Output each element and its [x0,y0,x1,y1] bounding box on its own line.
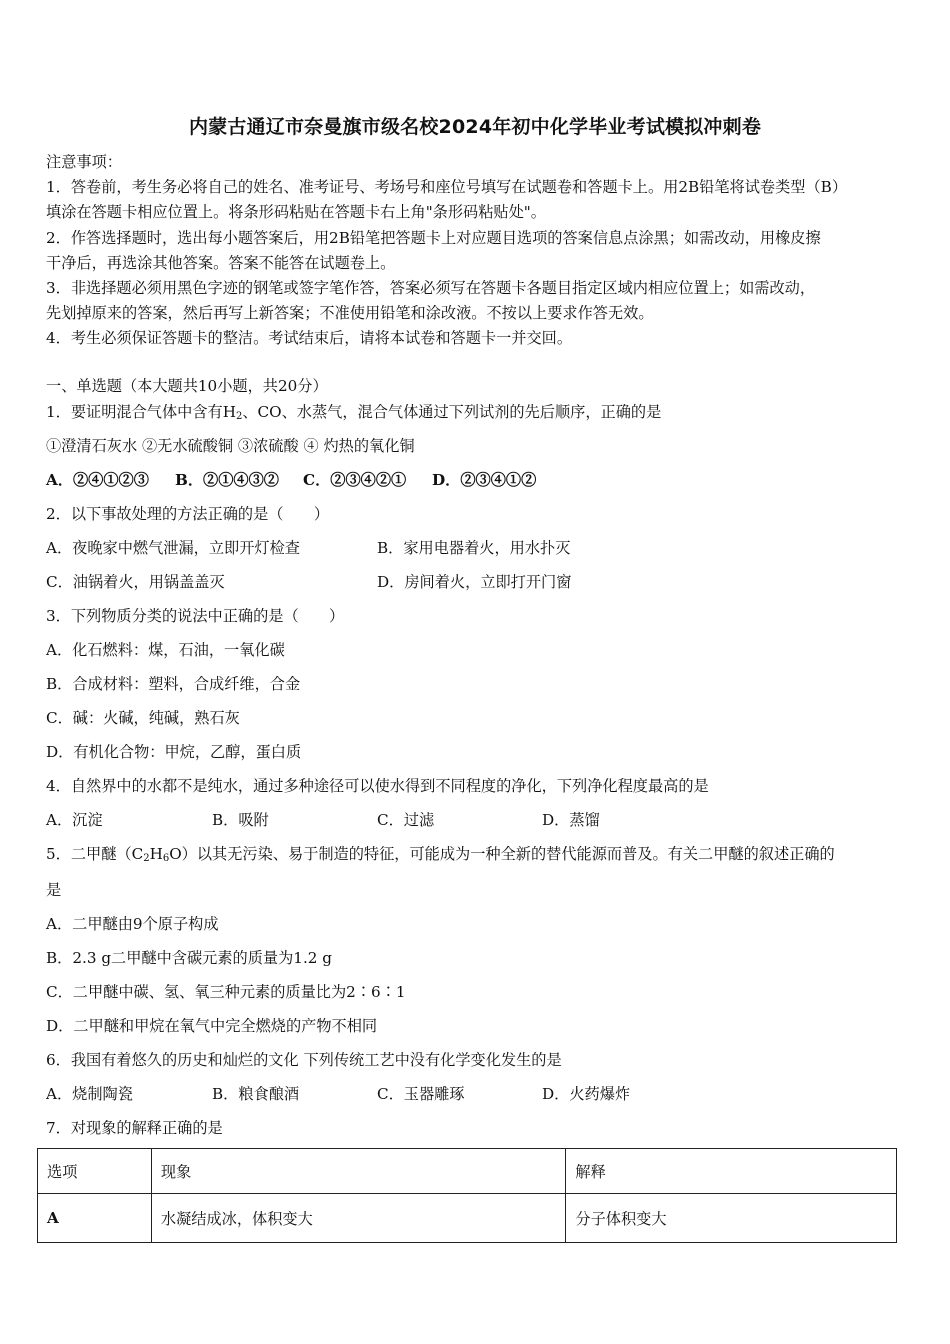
table-header-cell: 现象 [151,1149,566,1194]
question-1-reagents: ①澄清石灰水 ②无水硫酸铜 ③浓硫酸 ④ 灼热的氧化铜 [46,437,415,455]
table-cell: A [38,1194,152,1243]
question-5-option-d[interactable]: D．二甲醚和甲烷在氧气中完全燃烧的产物不相同 [46,1017,378,1035]
question-6-option-d[interactable]: D．火药爆炸 [542,1085,631,1103]
question-3-option-b[interactable]: B．合成材料：塑料，合成纤维，合金 [46,675,301,693]
question-1-option-d[interactable]: D．②③④①② [432,471,537,489]
table-header-cell: 解释 [566,1149,897,1194]
notice-line: 2．作答选择题时，选出每小题答案后，用2B铅笔把答题卡上对应题目选项的答案信息点涂黑；如需改动，用橡皮擦 [46,229,821,247]
question-2-option-d[interactable]: D．房间着火，立即打开门窗 [377,573,572,591]
question-1-option-b[interactable]: B．②①④③② [175,471,279,489]
question-3-stem: 3．下列物质分类的说法中正确的是（ ） [46,607,345,625]
question-1-option-c[interactable]: C．②③④②① [303,471,407,489]
question-4-option-b[interactable]: B．吸附 [212,811,269,829]
notice-line: 填涂在答题卡相应位置上。将条形码粘贴在答题卡右上角"条形码粘贴处"。 [46,203,546,221]
question-1-option-a[interactable]: A．②④①②③ [46,471,149,489]
question-5-stem-cont: 是 [46,881,62,899]
question-5-stem: 5．二甲醚$(C_2H_6O)$以其无污染、易于制造的特征，可能成为一种全新的替代能源而普及。有关二甲醚的叙述正确的 [46,845,835,864]
question-1-stem: 1．要证明混合气体中含有$H_2$、CO、水蒸气，混合气体通过下列试剂的先后顺序，正确的是 [46,403,662,422]
notice-line: 1．答卷前，考生务必将自己的姓名、准考证号、考场号和座位号填写在试题卷和答题卡上。用2B铅笔将试卷类型（B） [46,178,848,196]
notice-line: 先划掉原来的答案，然后再写上新答案；不准使用铅笔和涂改液。不按以上要求作答无效。 [46,304,654,322]
section-heading: 一、单选题（本大题共10小题，共20分） [46,377,328,395]
question-6-stem: 6．我国有着悠久的历史和灿烂的文化 下列传统工艺中没有化学变化发生的是 [46,1051,562,1069]
table-cell: 分子体积变大 [566,1194,897,1243]
question-5-option-c[interactable]: C．二甲醚中碳、氢、氧三种元素的质量比为2∶6∶1 [46,983,406,1001]
question-3-option-d[interactable]: D．有机化合物：甲烷，乙醇，蛋白质 [46,743,302,761]
question-4-stem: 4．自然界中的水都不是纯水，通过多种途径可以使水得到不同程度的净化，下列净化程度最高的是 [46,777,709,795]
question-2-option-b[interactable]: B．家用电器着火，用水扑灭 [377,539,571,557]
table-row [38,1194,897,1243]
question-7-stem: 7．对现象的解释正确的是 [46,1119,223,1137]
question-5-option-a[interactable]: A．二甲醚由9个原子构成 [46,915,219,933]
exam-title: 内蒙古通辽市奈曼旗市级名校2024年初中化学毕业考试模拟冲刺卷 [188,116,762,138]
table-cell: 水凝结成冰，体积变大 [151,1194,566,1243]
table-header-cell: 选项 [38,1149,152,1194]
question-6-option-b[interactable]: B．粮食酿酒 [212,1085,300,1103]
question-2-stem: 2．以下事故处理的方法正确的是（ ） [46,505,330,523]
question-6-option-c[interactable]: C．玉器雕琢 [377,1085,465,1103]
table-header-row [38,1149,897,1194]
question-3-option-a[interactable]: A．化石燃料：煤，石油，一氧化碳 [46,641,285,659]
question-4-option-a[interactable]: A．沉淀 [46,811,103,829]
question-7-table [37,1148,897,1243]
question-2-option-a[interactable]: A．夜晚家中燃气泄漏，立即开灯检查 [46,539,300,557]
notice-line: 3．非选择题必须用黑色字迹的钢笔或签字笔作答，答案必须写在答题卡各题目指定区域内相应位置上；如需改动， [46,279,816,297]
question-6-option-a[interactable]: A．烧制陶瓷 [46,1085,133,1103]
question-4-option-d[interactable]: D．蒸馏 [542,811,600,829]
question-5-option-b[interactable]: B．2.3 g二甲醚中含碳元素的质量为1.2 g [46,949,333,967]
question-4-option-c[interactable]: C．过滤 [377,811,435,829]
question-2-option-c[interactable]: C．油锅着火，用锅盖盖灭 [46,573,225,591]
question-3-option-c[interactable]: C．碱：火碱，纯碱，熟石灰 [46,709,240,727]
notice-line: 4．考生必须保证答题卡的整洁。考试结束后，请将本试卷和答题卡一并交回。 [46,329,573,347]
notice-heading: 注意事项： [46,153,122,171]
notice-line: 干净后，再选涂其他答案。答案不能答在试题卷上。 [46,254,396,272]
